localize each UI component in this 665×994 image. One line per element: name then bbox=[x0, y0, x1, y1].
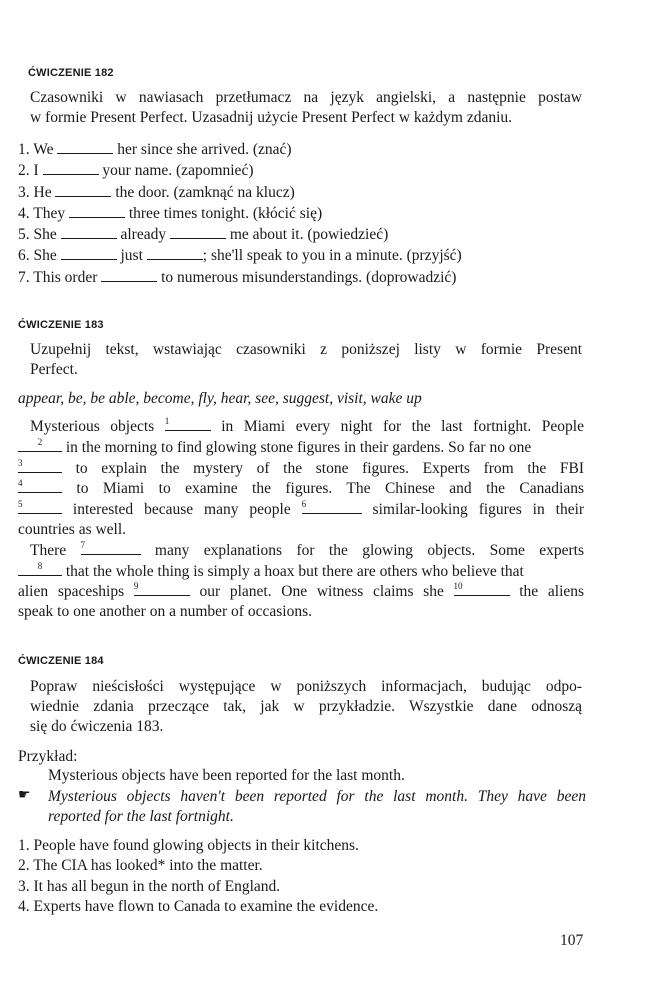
list-item: 6. She just ; she'll speak to you in a minute. (przyjść) bbox=[18, 247, 462, 265]
list-item: 4. Experts have flown to Canada to examine the evidence. bbox=[18, 897, 379, 915]
text-line: 8 that the whole thing is simply a hoax but there are others who believe that bbox=[18, 561, 584, 582]
answer-blank[interactable]: 4 bbox=[18, 478, 62, 493]
answer-blank[interactable]: 10 bbox=[454, 581, 510, 596]
answer-blank[interactable] bbox=[57, 139, 113, 154]
page-number: 107 bbox=[560, 932, 584, 949]
text-line: 4 to Miami to examine the figures. The Chinese and the Canadians bbox=[18, 478, 585, 498]
answer-blank[interactable]: 5 bbox=[18, 499, 62, 514]
instruction-line-3: się do ćwiczenia 183. bbox=[30, 718, 164, 735]
answer-blank[interactable] bbox=[61, 245, 117, 260]
instruction-line-2: wiednie zdania przeczące tak, jak w przykładzie. Wszystkie dane odnoszą bbox=[30, 698, 582, 715]
text-line: 2 in the morning to find glowing stone figures in their gardens. So far no one bbox=[18, 437, 584, 458]
text-line: Mysterious objects 1 in Miami every night for the last fortnight. People bbox=[30, 416, 584, 435]
answer-blank[interactable]: 3 bbox=[18, 458, 62, 473]
exercise-182-list bbox=[18, 139, 462, 288]
list-item: 2. I your name. (zapomnieć) bbox=[18, 162, 254, 180]
answer-blank[interactable]: 8 bbox=[18, 561, 62, 576]
answer-blank[interactable]: 2 bbox=[18, 437, 62, 452]
exercise-183-text bbox=[18, 416, 584, 622]
list-item: 3. He the door. (zamknąć na klucz) bbox=[18, 183, 295, 201]
list-item: 1. We her since she arrived. (znać) bbox=[18, 141, 292, 158]
list-item: 5. She already me about it. (powiedzieć) bbox=[18, 226, 389, 244]
exercise-183-instruction bbox=[30, 340, 582, 380]
example-answer bbox=[48, 787, 586, 827]
list-item: 3. It has all begun in the north of England. bbox=[18, 877, 281, 895]
list-item: 2. The CIA has looked* into the matter. bbox=[18, 857, 263, 875]
answer-blank[interactable]: 9 bbox=[134, 581, 190, 596]
answer-blank[interactable] bbox=[61, 224, 117, 239]
example-label: Przykład: bbox=[18, 748, 78, 765]
verb-list: appear, be, be able, become, fly, hear, see, suggest, visit, wake up bbox=[18, 390, 422, 407]
pointing-hand-icon: ☛ bbox=[18, 788, 31, 803]
exercise-182-header: ĆWICZENIE 182 bbox=[28, 67, 114, 79]
exercise-184-instruction bbox=[30, 677, 582, 737]
exercise-184-header: ĆWICZENIE 184 bbox=[18, 655, 104, 667]
text-line: 3 to explain the mystery of the stone figures. Experts from the FBI bbox=[18, 457, 584, 477]
answer-blank[interactable] bbox=[170, 224, 226, 239]
answer-blank[interactable] bbox=[101, 267, 157, 282]
answer-blank[interactable] bbox=[69, 203, 125, 218]
answer-blank[interactable] bbox=[43, 160, 99, 175]
instruction-line-2: w formie Present Perfect. Uzasadnij użycie Present Perfect w każdym zdaniu. bbox=[30, 109, 513, 126]
text-line: countries as well. bbox=[18, 520, 127, 538]
instruction-line-1: Uzupełnij tekst, wstawiając czasowniki z poniższej listy w formie Present bbox=[30, 341, 582, 358]
answer-line-1: Mysterious objects haven't been reported for the last month. They have been bbox=[48, 788, 586, 805]
list-item: 7. This order to numerous misunderstandings. (doprowadzić) bbox=[18, 268, 457, 286]
instruction-line-2: Perfect. bbox=[30, 361, 78, 378]
text-line: speak to one another on a number of occasions. bbox=[18, 603, 312, 621]
exercise-183-header: ĆWICZENIE 183 bbox=[18, 319, 104, 331]
answer-blank[interactable]: 7 bbox=[81, 540, 141, 555]
exercise-184-list bbox=[18, 836, 378, 917]
example-sentence: Mysterious objects have been reported for the last month. bbox=[48, 767, 405, 784]
exercise-182-instruction bbox=[30, 88, 582, 128]
instruction-line-1: Czasowniki w nawiasach przetłumacz na język angielski, a następnie postaw bbox=[30, 89, 582, 106]
answer-blank[interactable]: 1 bbox=[165, 416, 211, 431]
text-line: There 7 many explanations for the glowing objects. Some experts bbox=[30, 539, 585, 559]
instruction-line-1: Popraw nieścisłości występujące w poniższych informacjach, budując odpo- bbox=[30, 678, 582, 695]
text-line: 5 interested because many people 6 similar-looking figures in their bbox=[18, 499, 585, 519]
list-item: 4. They three times tonight. (kłócić się) bbox=[18, 204, 323, 222]
answer-blank[interactable] bbox=[147, 245, 203, 260]
answer-blank[interactable] bbox=[55, 182, 111, 197]
answer-line-2: reported for the last fortnight. bbox=[48, 808, 234, 825]
text-line: alien spaceships 9 our planet. One witness claims she 10 the aliens bbox=[18, 581, 585, 601]
list-item: 1. People have found glowing objects in their kitchens. bbox=[18, 837, 359, 854]
answer-blank[interactable]: 6 bbox=[302, 499, 362, 514]
